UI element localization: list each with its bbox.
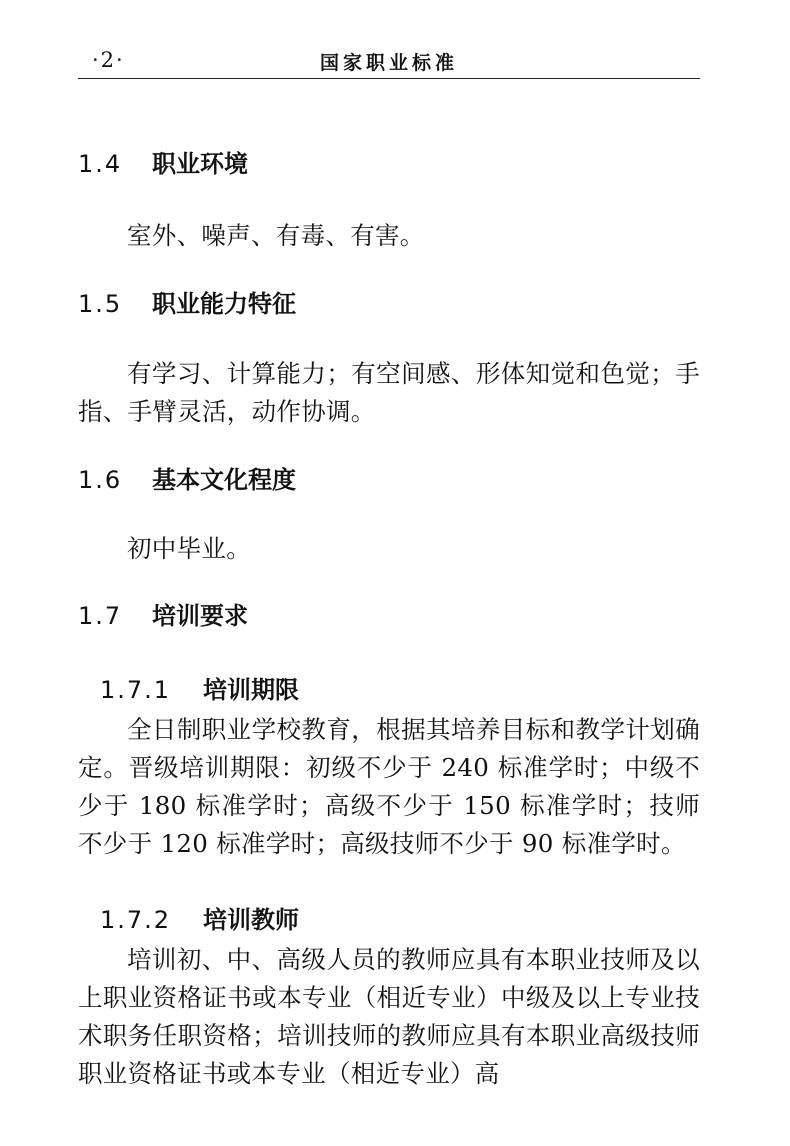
page-header xyxy=(78,44,700,79)
section-body-1-6: 初中毕业。 xyxy=(127,534,251,563)
subsection-heading-1-7-1 xyxy=(100,674,299,706)
section-number: 1.7.2 xyxy=(100,906,172,934)
section-title: 培训要求 xyxy=(152,602,248,630)
section-title: 职业环境 xyxy=(152,150,248,178)
section-title: 培训期限 xyxy=(203,676,299,704)
section-title: 基本文化程度 xyxy=(152,466,296,494)
section-number: 1.4 xyxy=(78,150,123,178)
section-body-1-4: 室外、噪声、有毒、有害。 xyxy=(127,221,425,250)
section-heading-1-7 xyxy=(78,600,248,632)
section-title: 职业能力特征 xyxy=(152,290,296,318)
subsection-heading-1-7-2 xyxy=(100,904,299,936)
section-title: 培训教师 xyxy=(203,906,299,934)
section-body-1-5: 有学习、计算能力；有空间感、形体知觉和色觉；手指、手臂灵活，动作协调。 xyxy=(78,359,700,426)
subsection-body-1-7-1: 全日制职业学校教育，根据其培养目标和教学计划确定。晋级培训期限：初级不少于 240 标准学时；中级不少于 180 标准学时；高级不少于 150 标准学时；技师不少于 120 标准学时；高级技师不少于 90 标准学时。 xyxy=(78,715,700,858)
section-number: 1.7.1 xyxy=(100,676,172,704)
section-heading-1-5 xyxy=(78,288,296,320)
subsection-body-1-7-2: 培训初、中、高级人员的教师应具有本职业技师及以上职业资格证书或本专业（相近专业）中级及以上专业技术职务任职资格；培训技师的教师应具有本职业高级技师职业资格证书或本专业（相近专业）高 xyxy=(78,945,700,1088)
section-number: 1.6 xyxy=(78,466,123,494)
section-number: 1.7 xyxy=(78,602,123,630)
section-heading-1-4 xyxy=(78,148,248,180)
page-number: ·2· xyxy=(92,48,125,72)
section-number: 1.5 xyxy=(78,290,123,318)
running-title: 国家职业标准 xyxy=(319,52,458,74)
section-heading-1-6 xyxy=(78,464,296,496)
